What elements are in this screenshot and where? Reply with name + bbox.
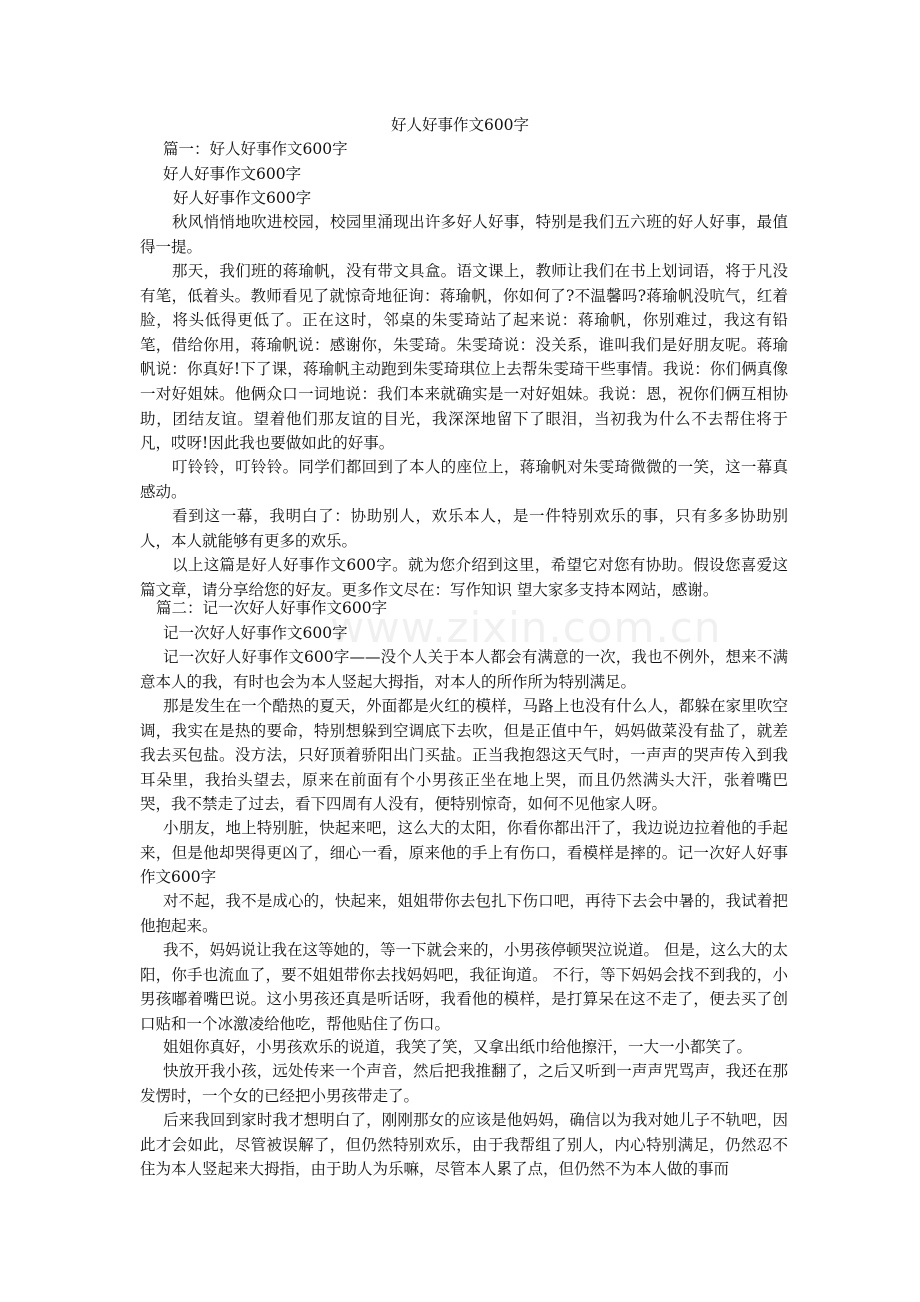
paragraph: 我不，妈妈说让我在这等她的，等一下就会来的，小男孩停顿哭泣说道。 但是，这么大的太阳，你手也流血了，要不姐姐带你去找妈妈吧，我征询道。 不行，等下妈妈会找不到我的，小男孩嘟着嘴巴说。这小男孩还真是听话呀，我看他的模样，是打算呆在这不走了，便去买了创口贴和一个冰激凌给他吃，帮他贴住了伤口。 (140, 941, 788, 1033)
part2-subheading: 记一次好人好事作文600字 (163, 624, 348, 642)
paragraph: 后来我回到家时我才想明白了，刚刚那女的应该是他妈妈，确信以为我对她儿子不轨吧，因此才会如此，尽管被误解了，但仍然特别欢乐，由于我帮组了别人，内心特别满足，仍然忍不住为本人竖起来大拇指，由于助人为乐嘛，尽管本人累了点，但仍然不为本人做的事而 (140, 1111, 788, 1179)
page-title: 好人好事作文600字 (390, 116, 530, 134)
paragraph: 对不起，我不是成心的，快起来，姐姐带你去包扎下伤口吧，再待下去会中暑的，我试着把他抱起来。 (140, 892, 788, 935)
paragraph: 以上这篇是好人好事作文600字。就为您介绍到这里，希望它对您有协助。假设您喜爱这篇文章，请分享给您的好友。更多作文尽在：写作知识 望大家多支持本网站，感谢。 (140, 556, 788, 599)
paragraph: 小朋友，地上特别脏，快起来吧，这么大的太阳，你看你都出汗了，我边说边拉着他的手起来，但是他却哭得更凶了，细心一看，原来他的手上有伤口，看模样是摔的。记一次好人好事作文600字 (140, 819, 788, 887)
paragraph: 叮铃铃，叮铃铃。同学们都回到了本人的座位上，蒋瑜帆对朱雯琦微微的一笑，这一幕真感动。 (140, 458, 788, 501)
part1-subheading-2: 好人好事作文600字 (173, 189, 312, 207)
paragraph: 记一次好人好事作文600字——没个人关于本人都会有满意的一次，我也不例外，想来不满意本人的我，有时也会为本人竖起大拇指，对本人的所作所为特别满足。 (140, 648, 788, 691)
paragraph: 秋风悄悄地吹进校园，校园里涌现出许多好人好事，特别是我们五六班的好人好事，最值得一提。 (140, 213, 788, 256)
part2-heading: 篇二：记一次好人好事作文600字 (156, 599, 388, 617)
paragraph: 那天，我们班的蒋瑜帆，没有带文具盒。语文课上，教师让我们在书上划词语，将于凡没有笔，低着头。教师看见了就惊奇地征询：蒋瑜帆，你如何了?不温馨吗?蒋瑜帆没吭气，红着脸，将头低得更低了。正在这时，邻桌的朱雯琦站了起来说：蒋瑜帆，你别难过，我这有铅笔，借给你用，蒋瑜帆说：感谢你，朱雯琦。朱雯琦说：没关系，谁叫我们是好朋友呢。蒋瑜帆说：你真好!下了课，蒋瑜帆主动跑到朱雯琦琪位上去帮朱雯琦干些事情。我说：你们俩真像一对好姐妹。他俩众口一词地说：我们本来就确实是一对好姐妹。我说：恩，祝你们俩互相协助，团结友谊。望着他们那友谊的目光，我深深地留下了眼泪，当初我为什么不去帮住将于凡，哎呀!因此我也要做如此的好事。 (140, 262, 788, 453)
paragraph: 那是发生在一个酷热的夏天，外面都是火红的模样，马路上也没有什么人，都躲在家里吹空调，我实在是热的要命，特别想躲到空调底下去吹，但是正值中午，妈妈做菜没有盐了，就差我去买包盐。没方法，只好顶着骄阳出门买盐。正当我抱怨这天气时，一声声的哭声传入到我耳朵里，我抬头望去，原来在前面有个小男孩正坐在地上哭，而且仍然满头大汗，张着嘴巴哭，我不禁走了过去，看下四周有人没有，便特别惊奇，如何不见他家人呀。 (140, 697, 788, 814)
paragraph: 看到这一幕，我明白了：协助别人，欢乐本人，是一件特别欢乐的事，只有多多协助别人，本人就能够有更多的欢乐。 (140, 507, 788, 550)
paragraph: 姐姐你真好，小男孩欢乐的说道，我笑了笑，又拿出纸巾给他擦汗，一大一小都笑了。 (163, 1038, 753, 1056)
watermark: www.zixin.com.cn (330, 603, 722, 652)
part1-subheading: 好人好事作文600字 (163, 165, 302, 183)
part1-heading: 篇一：好人好事作文600字 (163, 140, 348, 158)
paragraph: 快放开我小孩，远处传来一个声音，然后把我推翻了，之后又听到一声声咒骂声，我还在那发愣时，一个女的已经把小男孩带走了。 (140, 1062, 788, 1105)
